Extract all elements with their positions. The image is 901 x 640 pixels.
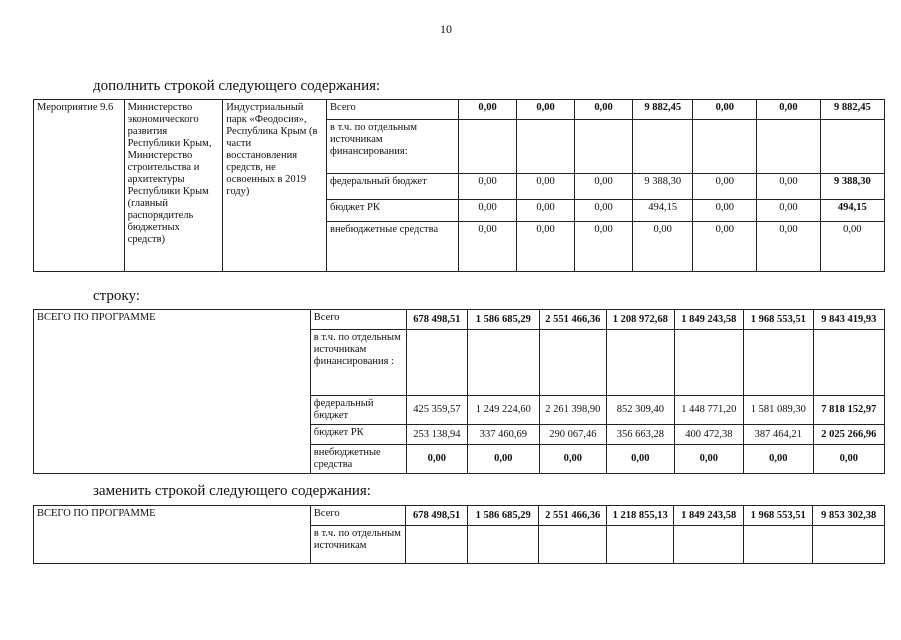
row-label: внебюджетные средства bbox=[310, 445, 406, 474]
value-cell bbox=[674, 330, 743, 396]
value-cell: 0,00 bbox=[406, 445, 468, 474]
value-cell bbox=[406, 330, 468, 396]
table-program-total-new bbox=[33, 505, 885, 564]
value-cell: 290 067,46 bbox=[539, 425, 607, 445]
value-cell bbox=[606, 526, 674, 564]
row-label: в т.ч. по отдельным источникам финансирования : bbox=[310, 330, 406, 396]
value-cell: 0,00 bbox=[575, 174, 633, 200]
value-cell: 0,00 bbox=[517, 100, 575, 120]
value-cell: 494,15 bbox=[820, 200, 884, 222]
value-cell: 1 849 243,58 bbox=[674, 310, 743, 330]
value-cell: 2 025 266,96 bbox=[813, 425, 884, 445]
table-row bbox=[34, 310, 885, 330]
value-cell bbox=[539, 330, 607, 396]
value-cell bbox=[813, 330, 884, 396]
value-cell: 425 359,57 bbox=[406, 396, 468, 425]
table-row bbox=[34, 100, 885, 120]
value-cell: 1 968 553,51 bbox=[744, 310, 813, 330]
value-cell: 0,00 bbox=[517, 222, 575, 272]
caption-add-row: дополнить строкой следующего содержания: bbox=[93, 78, 381, 94]
value-cell: 0,00 bbox=[459, 174, 517, 200]
value-cell bbox=[633, 120, 693, 174]
row-label: Всего bbox=[310, 310, 406, 330]
value-cell: 400 472,38 bbox=[674, 425, 743, 445]
cell-executor: Министерство экономического развития Республики Крым, Министерство строительства и архитектуры Республики Крым (главный распорядитель бюджетных средств) bbox=[124, 100, 223, 272]
row-label: Всего bbox=[310, 506, 405, 526]
value-cell bbox=[467, 526, 538, 564]
value-cell bbox=[575, 120, 633, 174]
value-cell bbox=[406, 526, 468, 564]
value-cell bbox=[820, 120, 884, 174]
value-cell: 9 882,45 bbox=[820, 100, 884, 120]
value-cell bbox=[813, 526, 885, 564]
row-label: федеральный бюджет bbox=[327, 174, 459, 200]
value-cell: 1 849 243,58 bbox=[674, 506, 743, 526]
table-event-9-6 bbox=[33, 99, 885, 272]
cell-event: Мероприятие 9.6 bbox=[34, 100, 125, 272]
value-cell bbox=[517, 120, 575, 174]
value-cell: 1 586 685,29 bbox=[467, 506, 538, 526]
caption-replace-row: заменить строкой следующего содержания: bbox=[93, 483, 371, 499]
value-cell: 2 551 466,36 bbox=[539, 310, 607, 330]
value-cell: 0,00 bbox=[459, 200, 517, 222]
value-cell bbox=[459, 120, 517, 174]
value-cell: 0,00 bbox=[693, 174, 757, 200]
value-cell: 9 843 419,93 bbox=[813, 310, 884, 330]
value-cell: 0,00 bbox=[693, 222, 757, 272]
value-cell: 1 448 771,20 bbox=[674, 396, 743, 425]
value-cell: 0,00 bbox=[607, 445, 675, 474]
value-cell bbox=[674, 526, 743, 564]
page-number: 10 bbox=[440, 22, 452, 36]
value-cell: 0,00 bbox=[693, 200, 757, 222]
value-cell: 253 138,94 bbox=[406, 425, 468, 445]
value-cell: 0,00 bbox=[757, 200, 821, 222]
value-cell: 0,00 bbox=[517, 200, 575, 222]
value-cell: 0,00 bbox=[575, 200, 633, 222]
value-cell: 356 663,28 bbox=[607, 425, 675, 445]
value-cell: 0,00 bbox=[575, 222, 633, 272]
table-row bbox=[34, 506, 885, 526]
value-cell: 9 388,30 bbox=[633, 174, 693, 200]
value-cell bbox=[743, 526, 812, 564]
value-cell: 0,00 bbox=[757, 100, 821, 120]
value-cell: 0,00 bbox=[757, 222, 821, 272]
value-cell: 0,00 bbox=[459, 222, 517, 272]
row-label: федеральный бюджет bbox=[310, 396, 406, 425]
value-cell: 1 581 089,30 bbox=[744, 396, 813, 425]
row-label: бюджет РК bbox=[327, 200, 459, 222]
value-cell: 9 882,45 bbox=[633, 100, 693, 120]
value-cell: 494,15 bbox=[633, 200, 693, 222]
value-cell: 678 498,51 bbox=[406, 310, 468, 330]
value-cell bbox=[693, 120, 757, 174]
value-cell bbox=[607, 330, 675, 396]
value-cell: 387 464,21 bbox=[744, 425, 813, 445]
program-total-title: ВСЕГО ПО ПРОГРАММЕ bbox=[34, 310, 311, 474]
value-cell: 0,00 bbox=[575, 100, 633, 120]
value-cell: 678 498,51 bbox=[406, 506, 468, 526]
value-cell: 0,00 bbox=[468, 445, 539, 474]
value-cell: 0,00 bbox=[674, 445, 743, 474]
value-cell: 1 586 685,29 bbox=[468, 310, 539, 330]
value-cell: 1 208 972,68 bbox=[607, 310, 675, 330]
value-cell bbox=[744, 330, 813, 396]
value-cell: 0,00 bbox=[820, 222, 884, 272]
value-cell: 9 853 302,38 bbox=[813, 506, 885, 526]
value-cell: 0,00 bbox=[633, 222, 693, 272]
program-total-title: ВСЕГО ПО ПРОГРАММЕ bbox=[34, 506, 311, 564]
row-label: в т.ч. по отдельным источникам bbox=[310, 526, 405, 564]
value-cell: 1 249 224,60 bbox=[468, 396, 539, 425]
value-cell: 9 388,30 bbox=[820, 174, 884, 200]
value-cell: 0,00 bbox=[757, 174, 821, 200]
row-label: внебюджетные средства bbox=[327, 222, 459, 272]
value-cell: 0,00 bbox=[517, 174, 575, 200]
row-label: бюджет РК bbox=[310, 425, 406, 445]
cell-object: Индустриальный парк «Феодосия», Республика Крым (в части восстановления средств, не освоенных в 2019 году) bbox=[223, 100, 327, 272]
value-cell: 7 818 152,97 bbox=[813, 396, 884, 425]
row-label: в т.ч. по отдельным источникам финансирования: bbox=[327, 120, 459, 174]
value-cell bbox=[468, 330, 539, 396]
value-cell bbox=[539, 526, 607, 564]
value-cell: 1 218 855,13 bbox=[606, 506, 674, 526]
caption-row: строку: bbox=[93, 288, 140, 304]
value-cell: 337 460,69 bbox=[468, 425, 539, 445]
value-cell bbox=[757, 120, 821, 174]
value-cell: 852 309,40 bbox=[607, 396, 675, 425]
value-cell: 2 261 398,90 bbox=[539, 396, 607, 425]
value-cell: 0,00 bbox=[459, 100, 517, 120]
table-program-total-old bbox=[33, 309, 885, 474]
value-cell: 1 968 553,51 bbox=[743, 506, 812, 526]
value-cell: 0,00 bbox=[744, 445, 813, 474]
value-cell: 0,00 bbox=[813, 445, 884, 474]
value-cell: 0,00 bbox=[539, 445, 607, 474]
row-label: Всего bbox=[327, 100, 459, 120]
value-cell: 0,00 bbox=[693, 100, 757, 120]
value-cell: 2 551 466,36 bbox=[539, 506, 607, 526]
